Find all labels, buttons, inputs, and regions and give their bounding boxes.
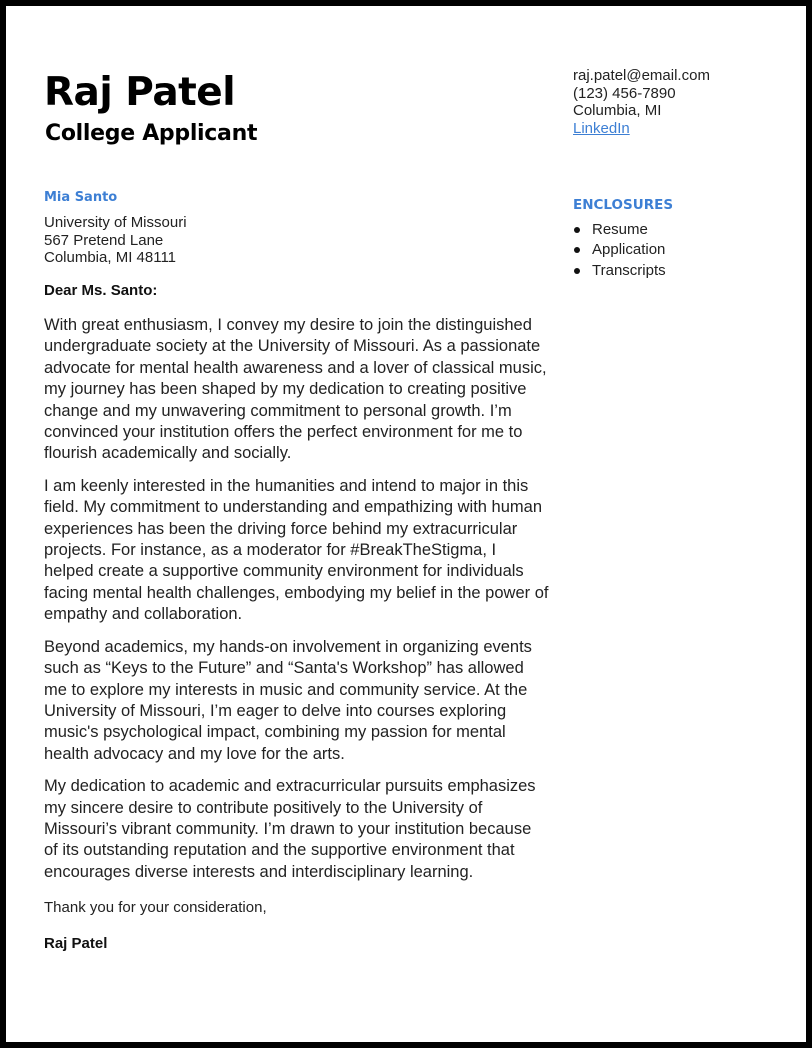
bullet-icon (574, 247, 580, 253)
contact-email: raj.patel@email.com (573, 67, 710, 84)
recipient-city: Columbia, MI 48111 (44, 249, 177, 267)
contact-location: Columbia, MI (573, 102, 662, 120)
closing-line: Thank you for your consideration, (44, 899, 267, 916)
paragraph: With great enthusiasm, I convey my desire to join the distinguished undergraduate society at the University of Missouri. As a passionate advocate for mental health awareness and a lover of classical music, my journey has been shaped by my dedication to creating positive change and my unwavering commitment to personal growth. I’m convinced your institution offers the perfect environment for me to flourish academically and socially. (44, 316, 547, 463)
paragraph: I am keenly interested in the humanities and intend to major in this field. My commitment to understanding and empathizing with human experiences has been the driving force behind my extracurricular projects. For instance, as a moderator for #BreakTheStigma, I helped create a supportive community environment for individuals facing mental health challenges, embodying my belief in the power of empathy and collaboration. (44, 476, 549, 624)
salutation: Dear Ms. Santo: (44, 282, 158, 299)
recipient-block (44, 189, 187, 267)
enclosures-list (573, 220, 673, 281)
enclosures-heading: ENCLOSURES (573, 197, 674, 213)
applicant-title: College Applicant (45, 121, 258, 146)
recipient-name: Mia Santo (44, 190, 118, 205)
signature: Raj Patel (44, 935, 108, 952)
enclosure-label: Application (592, 241, 666, 259)
paragraph: Beyond academics, my hands-on involvement in organizing events such as “Keys to the Future” and “Santa's Workshop” has allowed me to explore my interests in music and community service. At the University of Missouri, I’m eager to delve into courses exploring music's psychological impact, combining my passion for mental health advocacy and my love for the arts. (44, 637, 532, 763)
contact-phone: (123) 456-7890 (573, 84, 676, 102)
bullet-icon (574, 268, 580, 274)
bullet-icon (574, 227, 580, 233)
recipient-street: 567 Pretend Lane (44, 231, 164, 249)
letter-body (44, 315, 549, 894)
list-item (573, 220, 673, 240)
list-item (573, 240, 673, 260)
enclosure-label: Resume (592, 221, 648, 238)
recipient-organization: University of Missouri (44, 214, 187, 231)
contact-block (573, 67, 710, 138)
paragraph: My dedication to academic and extracurricular pursuits emphasizes my sincere desire to contribute positively to the University of Missouri’s vibrant community. I’m drawn to your institution because of its outstanding reputation and the supportive environment that encourages diverse interests and interdisciplinary learning. (44, 777, 536, 881)
list-item (573, 261, 673, 281)
enclosure-label: Transcripts (592, 261, 666, 279)
enclosures-section (573, 196, 673, 281)
applicant-name: Raj Patel (44, 70, 236, 115)
linkedin-link[interactable]: LinkedIn (573, 120, 630, 138)
